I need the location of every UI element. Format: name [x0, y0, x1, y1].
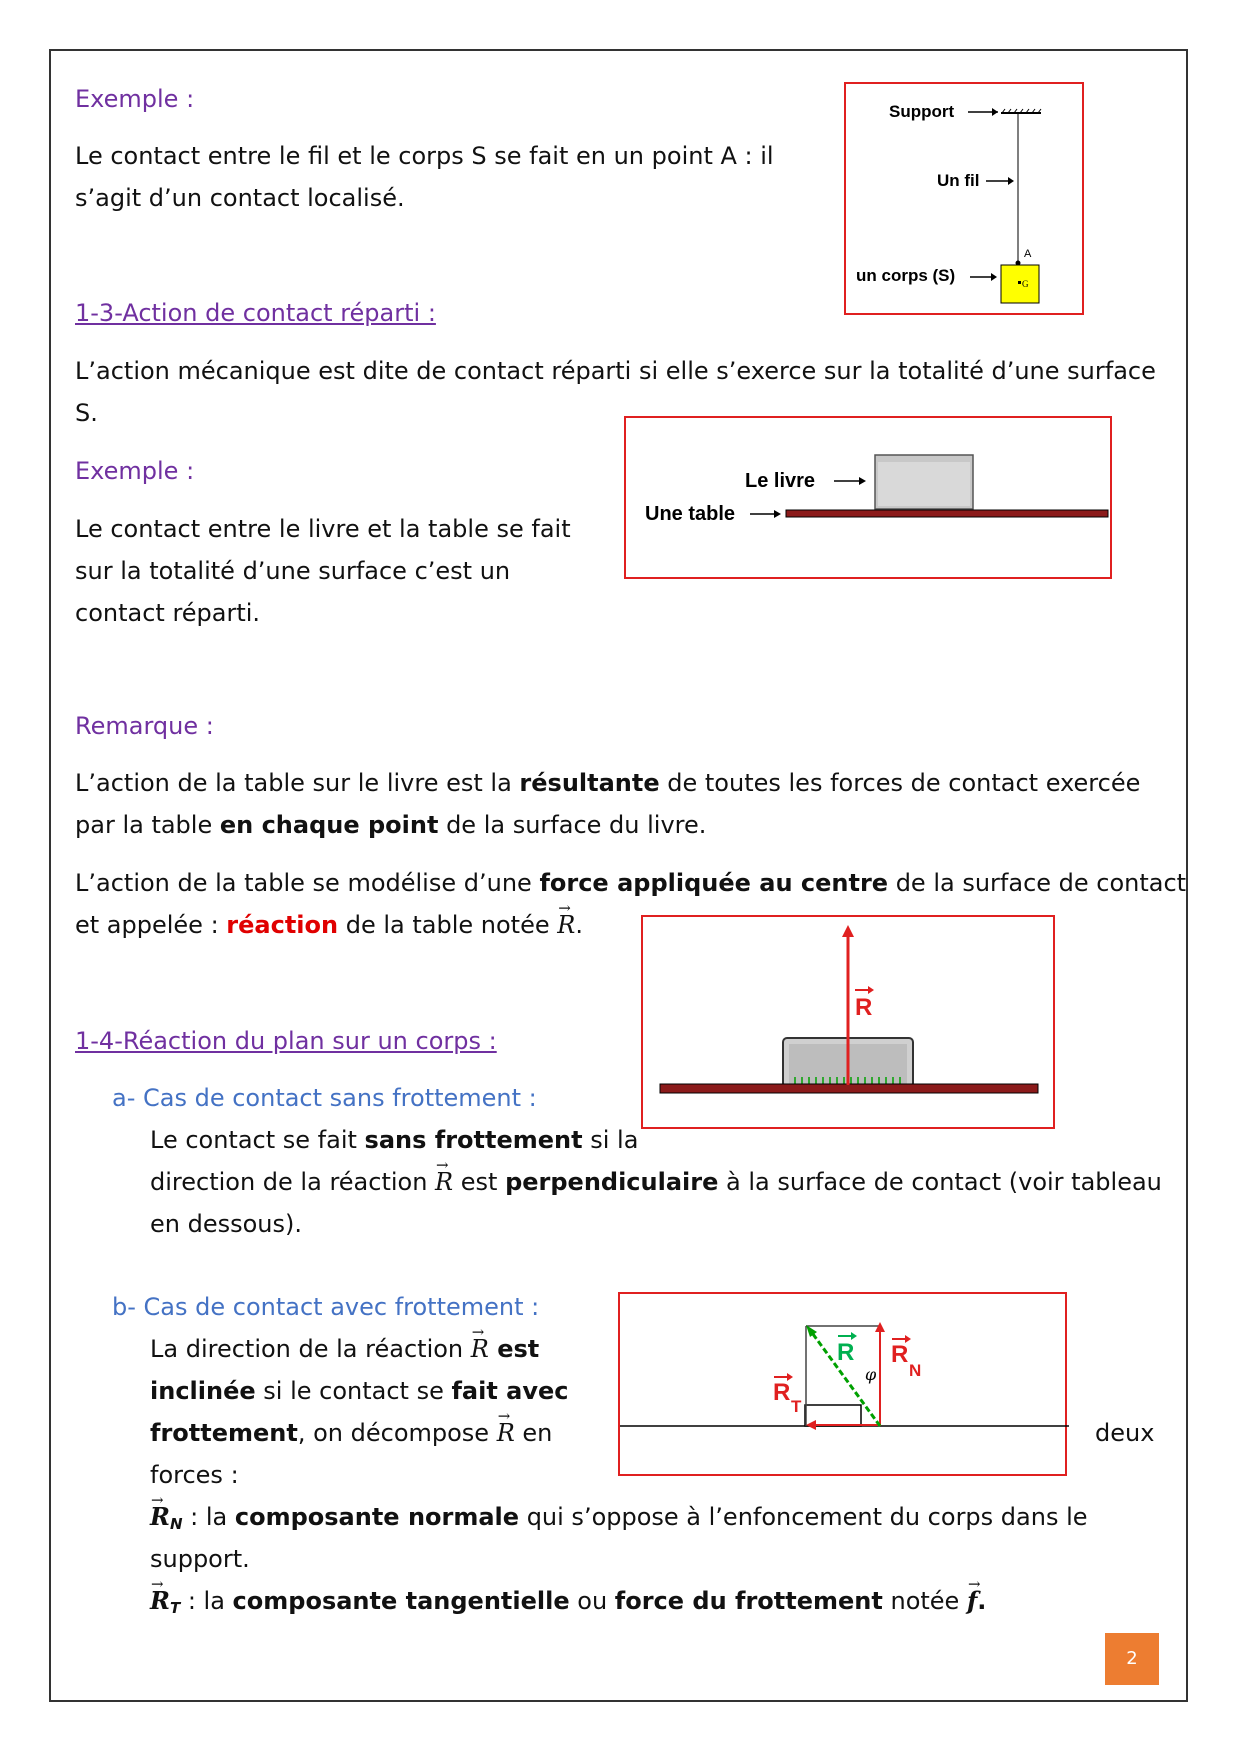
case-b-line1: La direction de la réaction → R est [150, 1328, 539, 1370]
case-b-line3-end: deux [1095, 1419, 1155, 1447]
fig1-g-label: G [1022, 279, 1029, 289]
example1-line1: Le contact entre le fil et le corps S se fait en un point A : il [75, 142, 774, 170]
case-b-line2: inclinée si le contact se fait avec [150, 1377, 569, 1405]
case-a-line2: direction de la réaction → R est perpendiculaire à la surface de contact (voir tableau [150, 1161, 1162, 1203]
fig1-support-label: Support [889, 102, 955, 121]
case-b-line3: frottement, on décompose → R en [150, 1412, 552, 1454]
figure-reaction [641, 915, 1055, 1129]
example1-line2: s’agit d’un contact localisé. [75, 184, 405, 212]
figure-book-table [624, 416, 1112, 579]
fig3-r-label: R [855, 994, 873, 1021]
fig4-r-label: R [837, 1339, 855, 1366]
case-a-line1: Le contact se fait sans frottement si la [150, 1126, 639, 1154]
case-a-line3: en dessous). [150, 1210, 303, 1238]
example-heading-2: Exemple : [75, 457, 195, 485]
fig4-rn-label: R [891, 1341, 909, 1368]
fig4-phi-label: φ [865, 1365, 877, 1384]
case-b-title: b- Cas de contact avec frottement : [112, 1293, 540, 1321]
fig2-table-label: Une table [645, 503, 736, 525]
remarque-line1: L’action de la table sur le livre est la résultante de toutes les forces de contact exercée [75, 769, 1141, 797]
section13-line2: S. [75, 399, 98, 427]
page-number: 2 [1105, 1633, 1159, 1685]
fig4-rt-sub: T [791, 1397, 802, 1416]
figure-thread-body [844, 82, 1084, 315]
example2-line3: contact réparti. [75, 599, 261, 627]
remarque-line2: par la table en chaque point de la surface du livre. [75, 811, 707, 839]
remarque-line4: et appelée : réaction de la table notée → R. [75, 904, 583, 946]
section-14-title: 1-4-Réaction du plan sur un corps : [75, 1027, 497, 1055]
fig4-rt-label: R [773, 1379, 791, 1406]
case-b-line4: forces : [150, 1461, 239, 1489]
rn-definition-line2: support. [150, 1545, 250, 1573]
fig1-point-a-label: A [1024, 248, 1032, 260]
example2-line2: sur la totalité d’une surface c’est un [75, 557, 511, 585]
fig4-rn-sub: N [909, 1361, 922, 1380]
rt-definition: → $R_T$ : la composante tangentielle ou force du frottement notée → f. [150, 1580, 986, 1629]
example-heading-1: Exemple : [75, 85, 195, 113]
section-13-title: 1-3-Action de contact réparti : [75, 299, 436, 327]
fig2-livre-label: Le livre [745, 470, 816, 492]
remarque-line3: L’action de la table se modélise d’une force appliquée au centre de la surface de contact [75, 869, 1187, 897]
section13-line1: L’action mécanique est dite de contact réparti si elle s’exerce sur la totalité d’une surface [75, 357, 1156, 385]
fig1-fil-label: Un fil [937, 171, 980, 190]
rn-definition: → $R_N$ : la composante normale qui s’oppose à l’enfoncement du corps dans le [150, 1496, 1088, 1545]
case-a-title: a- Cas de contact sans frottement : [112, 1084, 537, 1112]
fig1-corps-label: un corps (S) [856, 266, 956, 285]
remarque-heading: Remarque : [75, 712, 214, 740]
figure-friction [618, 1292, 1067, 1476]
example2-line1: Le contact entre le livre et la table se fait [75, 515, 571, 543]
